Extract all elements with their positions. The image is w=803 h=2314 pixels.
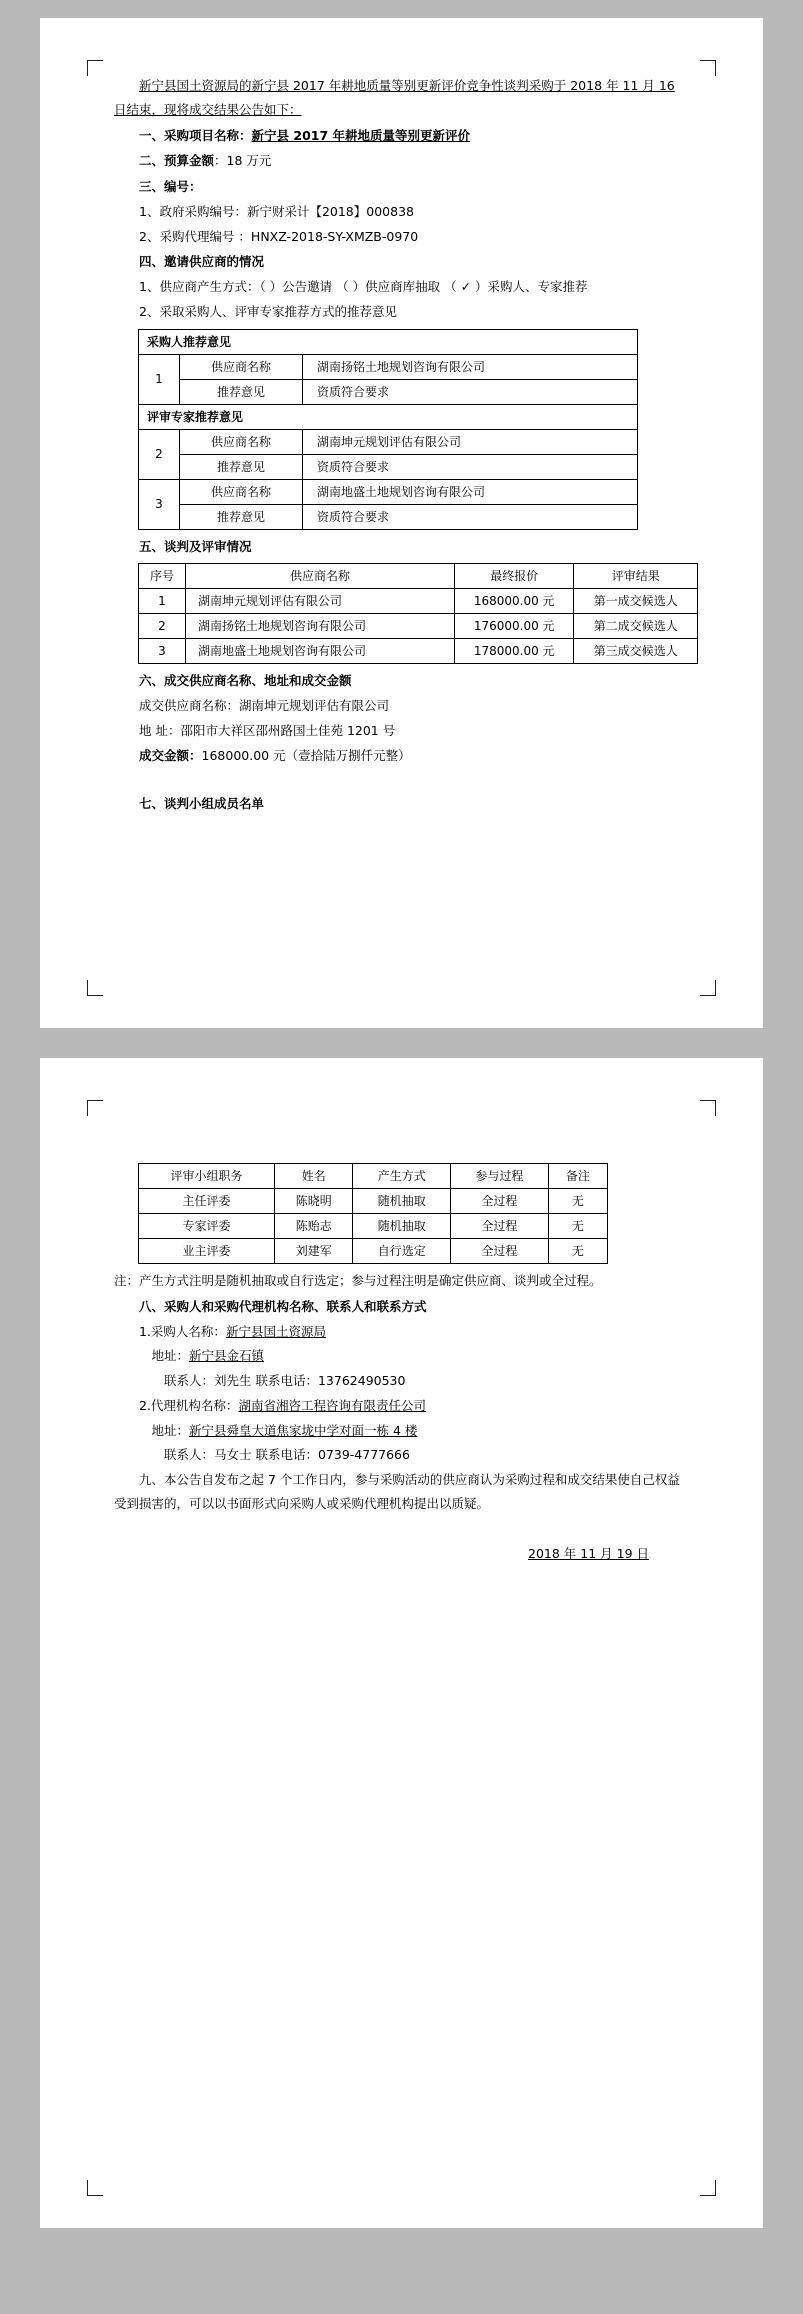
crop-mark-top-left-icon: [87, 1100, 103, 1116]
expert-recommendation-header: 评审专家推荐意见: [139, 404, 638, 429]
column-header-selection-method: 产生方式: [353, 1164, 451, 1189]
section-5-heading: 五、谈判及评审情况: [139, 538, 252, 554]
supplier-name: 湖南坤元规划评估有限公司: [186, 589, 455, 614]
label-recommendation-opinion: 推荐意见: [180, 379, 303, 404]
crop-mark-bottom-right-icon: [700, 2180, 716, 2196]
table-row: [139, 429, 638, 454]
agency-address-value: 新宁县舜皇大道焦家垅中学对面一栋 4 楼: [189, 1422, 418, 1438]
member-remark: 无: [548, 1239, 607, 1264]
section-3-heading: 三、编号：: [139, 179, 202, 194]
review-result: 第二成交候选人: [574, 614, 698, 639]
review-result: 第三成交候选人: [574, 639, 698, 664]
crop-mark-top-left-icon: [87, 60, 103, 76]
column-header-participation: 参与过程: [451, 1164, 549, 1189]
table-row: [139, 454, 638, 479]
section-1-title: 一、采购项目名称：: [139, 127, 252, 143]
document-page-2: [40, 1058, 763, 2228]
member-role: 业主评委: [139, 1239, 275, 1264]
winner-amount-label: 成交金额：: [139, 747, 202, 763]
buyer-contact-line: 联系人：刘先生 联系电话：13762490530: [164, 1373, 406, 1388]
row-no: 1: [139, 589, 186, 614]
section-3-line-1: 1、政府采购编号：新宁财采计【2018】000838: [139, 203, 414, 219]
column-header-price: 最终报价: [455, 564, 574, 589]
section-8-heading: 八、采购人和采购代理机构名称、联系人和联系方式: [139, 1298, 427, 1314]
supplier-name: 湖南扬铭土地规划咨询有限公司: [186, 614, 455, 639]
supplier-name: 湖南扬铭土地规划咨询有限公司: [303, 354, 638, 379]
row-no: 3: [139, 639, 186, 664]
crop-mark-bottom-right-icon: [700, 980, 716, 996]
winner-address-line: 地 址：邵阳市大祥区邵州路国土佳苑 1201 号: [139, 722, 396, 738]
label-recommendation-opinion: 推荐意见: [180, 454, 303, 479]
member-name: 陈晓明: [275, 1189, 353, 1214]
table-row: [139, 404, 638, 429]
member-selection-method: 随机抽取: [353, 1189, 451, 1214]
member-participation: 全过程: [451, 1189, 549, 1214]
agency-name-label: 2.代理机构名称：: [139, 1397, 239, 1413]
section-9-paragraph: 九、本公告自发布之起 7 个工作日内，参与采购活动的供应商认为采购过程和成交结果使自己权益受到损害的，可以以书面形式向采购人或采购代理机构提出以质疑。: [114, 1472, 680, 1511]
agency-contact-line: 联系人：马女士 联系电话：0739-4777666: [164, 1447, 410, 1463]
winner-amount-line: [114, 744, 689, 768]
buyer-address-value: 新宁县金石镇: [189, 1348, 265, 1364]
column-header-result: 评审结果: [574, 564, 698, 589]
final-price: 176000.00 元: [455, 614, 574, 639]
member-role: 专家评委: [139, 1214, 275, 1239]
table-row: [139, 504, 638, 529]
negotiation-results-table: [138, 563, 698, 664]
publish-date: 2018 年 11 月 19 日: [528, 1545, 649, 1561]
section-1-value: 新宁县 2017 年耕地质量等别更新评价: [251, 127, 471, 143]
review-result: 第一成交候选人: [574, 589, 698, 614]
table-row: [139, 354, 638, 379]
row-index: 3: [139, 479, 180, 529]
intro-paragraph: 新宁县国土资源局的新宁县 2017 年耕地质量等别更新评价竞争性谈判采购于 2018 年 11 月 16 日结束，现将成交结果公告如下：: [114, 78, 675, 117]
table-row: [139, 614, 698, 639]
recommendation-table: [138, 329, 638, 530]
supplier-name: 湖南坤元规划评估有限公司: [303, 429, 638, 454]
agency-name-line: [114, 1394, 689, 1418]
table-row: [139, 329, 638, 354]
member-selection-method: 自行选定: [353, 1239, 451, 1264]
buyer-name-value: 新宁县国土资源局: [225, 1323, 326, 1339]
label-supplier-name: 供应商名称: [180, 354, 303, 379]
member-participation: 全过程: [451, 1239, 549, 1264]
column-header-no: 序号: [139, 564, 186, 589]
label-supplier-name: 供应商名称: [180, 479, 303, 504]
section-6-heading: 六、成交供应商名称、地址和成交金额: [139, 673, 352, 689]
section-2-heading: [114, 149, 689, 173]
member-role: 主任评委: [139, 1189, 275, 1214]
table-row: [139, 639, 698, 664]
table-header-row: [139, 564, 698, 589]
table-row: [139, 1189, 608, 1214]
section-7-heading: 七、谈判小组成员名单: [139, 796, 265, 812]
agency-name-value: 湖南省湘咨工程咨询有限责任公司: [238, 1397, 426, 1413]
document-viewer: [0, 18, 803, 2314]
member-name: 刘建军: [275, 1239, 353, 1264]
row-index: 1: [139, 354, 180, 404]
supplier-name: 湖南地盛土地规划咨询有限公司: [303, 479, 638, 504]
table-row: [139, 1214, 608, 1239]
column-header-role: 评审小组职务: [139, 1164, 275, 1189]
column-header-remark: 备注: [548, 1164, 607, 1189]
buyer-name-label: 1.采购人名称：: [139, 1323, 226, 1339]
buyer-address-label: 地址：: [151, 1348, 190, 1364]
final-price: 168000.00 元: [455, 589, 574, 614]
table-header-row: [139, 1164, 608, 1189]
table-row: [139, 479, 638, 504]
table-row: [139, 589, 698, 614]
crop-mark-top-right-icon: [700, 1100, 716, 1116]
crop-mark-bottom-left-icon: [87, 980, 103, 996]
buyer-address-line: [114, 1344, 689, 1368]
recommendation-opinion: 资质符合要求: [303, 379, 638, 404]
label-supplier-name: 供应商名称: [180, 429, 303, 454]
winner-name-line: 成交供应商名称：湖南坤元规划评估有限公司: [139, 698, 390, 713]
winner-amount-value: 168000.00 元（壹拾陆万捌仟元整）: [201, 747, 411, 763]
negotiation-panel-table: [138, 1163, 608, 1264]
section-2-value: ：18 万元: [214, 153, 272, 169]
section-4-line-2: 2、采取采购人、评审专家推荐方式的推荐意见: [139, 303, 397, 319]
member-name: 陈贻志: [275, 1214, 353, 1239]
section-3-line-2: 2、采购代理编号 ：HNXZ-2018-SY-XMZB-0970: [139, 228, 419, 244]
member-participation: 全过程: [451, 1214, 549, 1239]
section-2-title: 二、预算金额: [139, 153, 215, 169]
section-4-heading: 四、邀请供应商的情况: [139, 254, 265, 270]
row-no: 2: [139, 614, 186, 639]
crop-mark-bottom-left-icon: [87, 2180, 103, 2196]
panel-table-note: 注：产生方式注明是随机抽取或自行选定；参与过程注明是确定供应商、谈判或全过程。: [114, 1273, 602, 1288]
label-recommendation-opinion: 推荐意见: [180, 504, 303, 529]
document-page-1: [40, 18, 763, 1028]
supplier-name: 湖南地盛土地规划咨询有限公司: [186, 639, 455, 664]
agency-address-label: 地址：: [151, 1422, 190, 1438]
member-selection-method: 随机抽取: [353, 1214, 451, 1239]
final-price: 178000.00 元: [455, 639, 574, 664]
row-index: 2: [139, 429, 180, 479]
buyer-recommendation-header: 采购人推荐意见: [139, 329, 638, 354]
table-row: [139, 1239, 608, 1264]
buyer-name-line: [114, 1320, 689, 1344]
recommendation-opinion: 资质符合要求: [303, 504, 638, 529]
column-header-supplier: 供应商名称: [186, 564, 455, 589]
member-remark: 无: [548, 1189, 607, 1214]
crop-mark-top-right-icon: [700, 60, 716, 76]
section-4-line-1: 1、供应商产生方式：（ ）公告邀请 （ ）供应商库抽取 （ ✓ ）采购人、专家推荐: [139, 279, 588, 294]
section-1-heading: [114, 124, 689, 148]
member-remark: 无: [548, 1214, 607, 1239]
table-row: [139, 379, 638, 404]
column-header-name: 姓名: [275, 1164, 353, 1189]
recommendation-opinion: 资质符合要求: [303, 454, 638, 479]
agency-address-line: [114, 1419, 689, 1443]
